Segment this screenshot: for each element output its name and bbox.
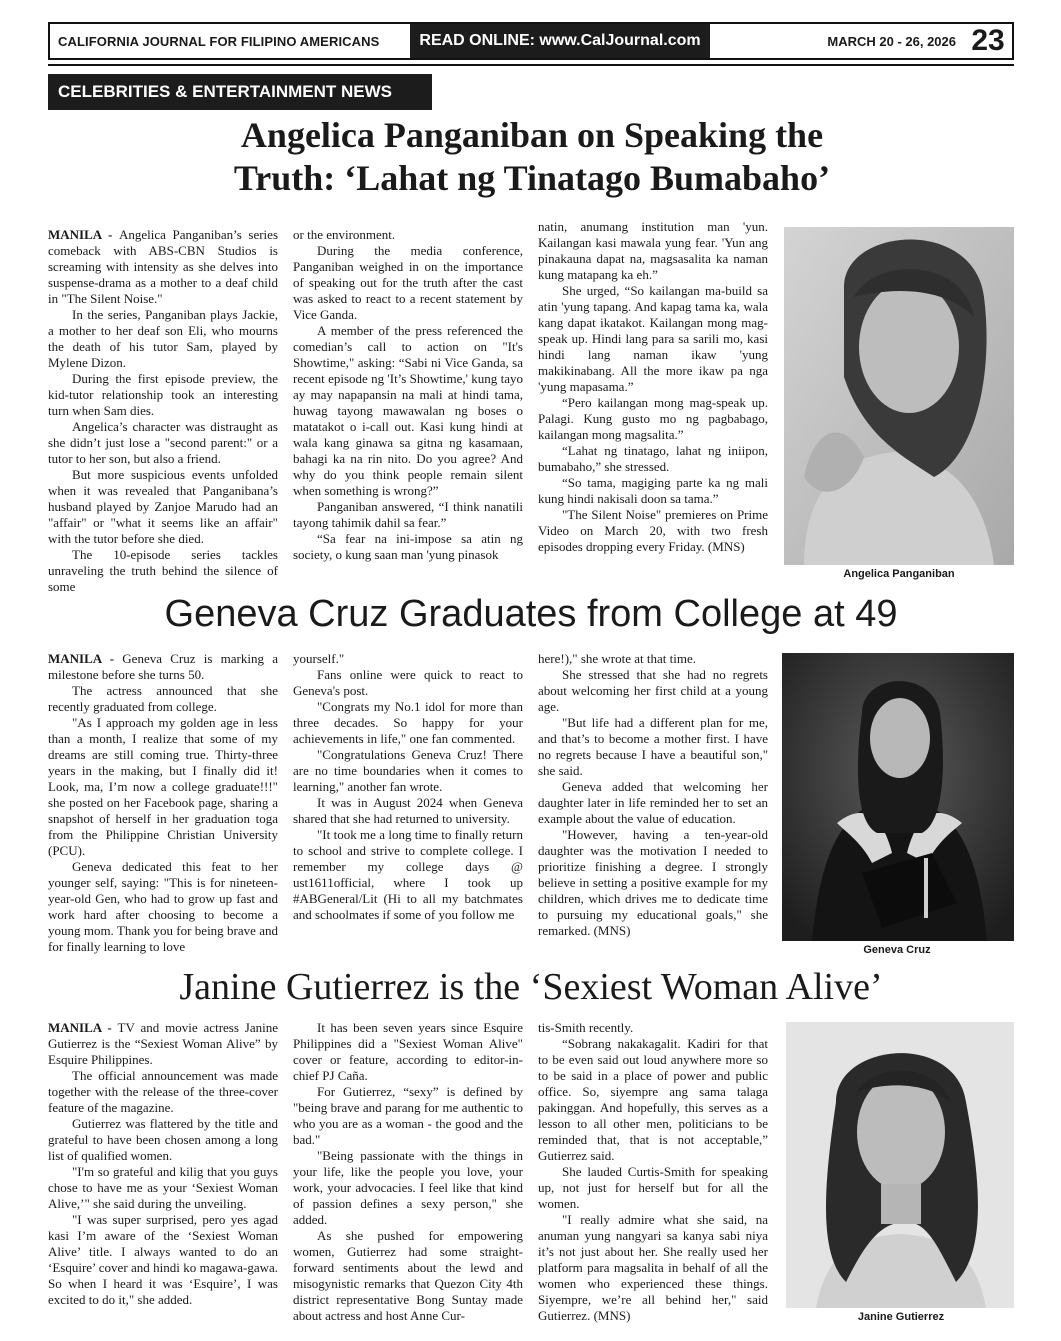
- article-paragraph: “Lahat ng tinatago, lahat ng iniipon, bumabaho,” she stressed.: [538, 443, 768, 474]
- article-paragraph: Geneva dedicated this feat to her younger self, saying: "This is for nineteen-year-old Gen, who had to grow up fast and work hard after choosing to become a young mom. Thank you for being brave and for finally learning to love: [48, 859, 278, 954]
- angelica-panganiban-photo: [784, 227, 1014, 565]
- article-paragraph: "The Silent Noise" premieres on Prime Video on March 20, with two fresh episodes dropping every Friday. (MNS): [538, 507, 768, 554]
- article-2-column-2: [293, 651, 523, 923]
- portrait-image: [784, 227, 1014, 565]
- janine-gutierrez-photo: [786, 1022, 1014, 1308]
- article-paragraph: A member of the press referenced the comedian’s call to action on "It's Showtime," asking: “Sabi ni Vice Ganda, sa recent episode ng 'It’s Showtime,' kung tayo ay may napapansin na mali at hindi tama, huwag tayong mawawalan ng boses o matatakot o i-call out. Kasi kung hindi at wala kang ginawa sa gitna ng kasamaan, bahagi ka na rin nito. Do you agree? And why do you think people remain silent when something is wrong?”: [293, 323, 523, 498]
- article-1-headline: [40, 114, 1024, 200]
- photo-caption: Geneva Cruz: [863, 944, 931, 956]
- article-1-headline-line1: Angelica Panganiban on Speaking the: [240, 115, 824, 155]
- article-1-headline-line2: Truth: ‘Lahat ng Tinatago Bumabaho’: [233, 158, 831, 198]
- article-paragraph: MANILA - Angelica Panganiban’s series comeback with ABS-CBN Studios is screaming with intensity as she delves into suspense-drama as a mother to a deaf child in "The Silent Noise.": [48, 227, 278, 306]
- page-number: 23: [971, 24, 1005, 57]
- article-paragraph: "However, having a ten-year-old daughter was the motivation I needed to prioritize finishing a degree. I strongly believe in setting a positive example for my children, which drives me to dedicate time to pursuing my educational goals," she remarked. (MNS): [538, 827, 768, 938]
- article-paragraph: The actress announced that she recently graduated from college.: [48, 683, 278, 714]
- article-paragraph: "It took me a long time to finally return to school and strive to complete college. I remember my college days @ ust1611official, where I took up #ABGeneral/Lit (Hi to all my batchmates and schoolmates if some of you follow me: [293, 827, 523, 922]
- article-paragraph: It was in August 2024 when Geneva shared that she had returned to university.: [293, 795, 523, 826]
- article-paragraph: “Pero kailangan mong mag-speak up. Palagi. Kung gusto mo ng pagbabago, kailangan mong magsalita.”: [538, 395, 768, 442]
- article-paragraph: She lauded Curtis-Smith for speaking up, not just for herself but for all the women.: [538, 1164, 768, 1211]
- article-paragraph: But more suspicious events unfolded when it was revealed that Panganibana’s husband played by Zanjoe Marudo had an "affair" or "what it seems like an affair" with the tutor before she died.: [48, 467, 278, 546]
- article-paragraph: "Being passionate with the things in your life, like the people you love, your work, your advocacies. I feel like that kind of passion defines a sexy person," she added.: [293, 1148, 523, 1227]
- article-paragraph: here!)," she wrote at that time.: [538, 651, 696, 666]
- photo-caption: Janine Gutierrez: [857, 1311, 945, 1323]
- dateline: MANILA -: [48, 227, 119, 242]
- article-paragraph: "Congratulations Geneva Cruz! There are no time boundaries when it comes to learning," another fan wrote.: [293, 747, 523, 794]
- article-paragraph: The 10-episode series tackles unraveling the truth behind the silence of some: [48, 547, 278, 594]
- article-paragraph: It has been seven years since Esquire Philippines did a "Sexiest Woman Alive" cover or feature, according to editor-in-chief PJ Caña.: [293, 1020, 523, 1083]
- article-1-column-3: [538, 219, 768, 555]
- article-2-column-1: [48, 651, 278, 955]
- article-paragraph: "Congrats my No.1 idol for more than three decades. So happy for your achievements in life," one fan commented.: [293, 699, 523, 746]
- article-paragraph: "I was super surprised, pero yes agad kasi I’m aware of the ‘Sexiest Woman Alive’ title. I always wanted to do an ‘Esquire’ cover and hindi ko magawa-gawa. So when I heard it was ‘Esquire’, I was excited to do it," she added.: [48, 1212, 278, 1307]
- article-paragraph: Panganiban answered, “I think nanatili tayong tahimik dahil sa fear.”: [293, 499, 523, 530]
- article-paragraph: "I really admire what she said, na anuman yung nangyari sa kanya sabi niya it’s not just about her. She really used her platform para magsalita in behalf of all the women who experienced these things. Siyempre, we’re all behind her," said Gutierrez. (MNS): [538, 1212, 768, 1323]
- article-3-column-3: [538, 1020, 768, 1324]
- article-paragraph: "I'm so grateful and kilig that you guys chose to have me as your ‘Sexiest Woman Alive,’" she said during the unveiling.: [48, 1164, 278, 1211]
- article-paragraph: During the first episode preview, the kid-tutor relationship took an interesting turn when Sam dies.: [48, 371, 278, 418]
- issue-date: MARCH 20 - 26, 2026: [827, 33, 956, 49]
- geneva-cruz-photo: [782, 653, 1014, 941]
- article-paragraph: Angelica’s character was distraught as she didn’t just lose a "second parent:" or a tutor to her son, but also a friend.: [48, 419, 278, 466]
- read-online-link[interactable]: READ ONLINE: www.CalJournal.com: [410, 24, 710, 58]
- article-paragraph: For Gutierrez, “sexy” is defined by "being brave and parang for me authentic to who you are as a woman - the good and the bad.": [293, 1084, 523, 1147]
- article-paragraph: MANILA - TV and movie actress Janine Gutierrez is the “Sexiest Woman Alive” by Esquire Philippines.: [48, 1020, 278, 1067]
- article-paragraph: yourself.": [293, 651, 345, 666]
- article-paragraph: “Sobrang nakakagalit. Kadiri for that to be even said out loud anywhere more so to be said in a place of power and public office. So, siyempre ang sama talaga pakinggan. And hopefully, this serves as a lesson to all other men, politicians to be reminded that, that is not acceptable,” Gutierrez said.: [538, 1036, 768, 1163]
- article-paragraph: Geneva added that welcoming her daughter later in life reminded her to set an example about the value of education.: [538, 779, 768, 826]
- article-paragraph: “Sa fear na ini-impose sa atin ng society, o kung saan man 'yung pinasok: [293, 531, 523, 562]
- article-paragraph: "As I approach my golden age in less than a month, I realize that some of my dreams are still coming true. Thirty-three years in the making, but I finally did it! Look, ma, I’m now a college graduate!!!" she posted on her Facebook page, sharing a snapshot of herself in her graduation toga from the Philippine Christian University (PCU).: [48, 715, 278, 858]
- dateline: MANILA -: [48, 1020, 118, 1035]
- publication-name: CALIFORNIA JOURNAL FOR FILIPINO AMERICANS: [58, 33, 380, 49]
- photo-caption: Angelica Panganiban: [843, 568, 955, 580]
- article-paragraph: Gutierrez was flattered by the title and grateful to have been chosen among a long list of qualified women.: [48, 1116, 278, 1163]
- article-paragraph: or the environment.: [293, 227, 396, 242]
- article-paragraph: During the media conference, Panganiban weighed in on the importance of speaking out for the truth after the cast was asked to react to a recent statement by Vice Ganda.: [293, 243, 523, 322]
- section-label: CELEBRITIES & ENTERTAINMENT NEWS: [48, 74, 432, 110]
- article-3-headline: Janine Gutierrez is the ‘Sexiest Woman Alive’: [179, 966, 883, 1008]
- article-paragraph: Fans online were quick to react to Geneva's post.: [293, 667, 523, 698]
- article-paragraph: The official announcement was made together with the release of the three-cover feature of the magazine.: [48, 1068, 278, 1115]
- masthead-rule: [48, 64, 1014, 66]
- article-paragraph: tis-Smith recently.: [538, 1020, 634, 1035]
- masthead: [48, 22, 1014, 60]
- article-3-column-2: [293, 1020, 523, 1324]
- article-paragraph: “So tama, magiging parte ka ng mali kung hindi nakisali doon sa tama.”: [538, 475, 768, 506]
- article-1-column-2: [293, 227, 523, 563]
- graduation-portrait-image: [782, 653, 1014, 941]
- article-paragraph: natin, anumang institution man 'yun. Kailangan kasi mawala yung fear. 'Yun ang pinakauna dapat na, magsasalita ka naman kung matapang ka eh.”: [538, 219, 768, 282]
- article-paragraph: She urged, “So kailangan ma-build sa atin 'yung tapang. And kapag tama ka, wala kang dapat ikatakot. Kailangan mong mag-speak up. Hindi lang para sa sarili mo, kasi hindi lang naman ikaw 'yung makikinabang. All the more ikaw pa nga 'yung mapasama.”: [538, 283, 768, 394]
- article-2-headline: Geneva Cruz Graduates from College at 49: [164, 593, 898, 635]
- article-paragraph: "But life had a different plan for me, and that’s to become a mother first. I have no regrets because I have a beautiful son," she said.: [538, 715, 768, 778]
- article-paragraph: She stressed that she had no regrets about welcoming her first child at a young age.: [538, 667, 768, 714]
- article-1-column-1: [48, 227, 278, 595]
- article-paragraph: As she pushed for empowering women, Gutierrez had some straight-forward sentiments about the lewd and misogynistic remarks that Quezon City 4th district representative Bong Suntay made about actress and host Anne Cur-: [293, 1228, 523, 1323]
- article-2-column-3: [538, 651, 768, 939]
- dateline: MANILA -: [48, 651, 123, 666]
- article-paragraph: MANILA - Geneva Cruz is marking a milestone before she turns 50.: [48, 651, 279, 682]
- portrait-image: [786, 1022, 1014, 1308]
- article-3-column-1: [48, 1020, 278, 1308]
- article-paragraph: In the series, Panganiban plays Jackie, a mother to her deaf son Eli, who mourns the death of his tutor Sam, played by Mylene Dizon.: [48, 307, 278, 370]
